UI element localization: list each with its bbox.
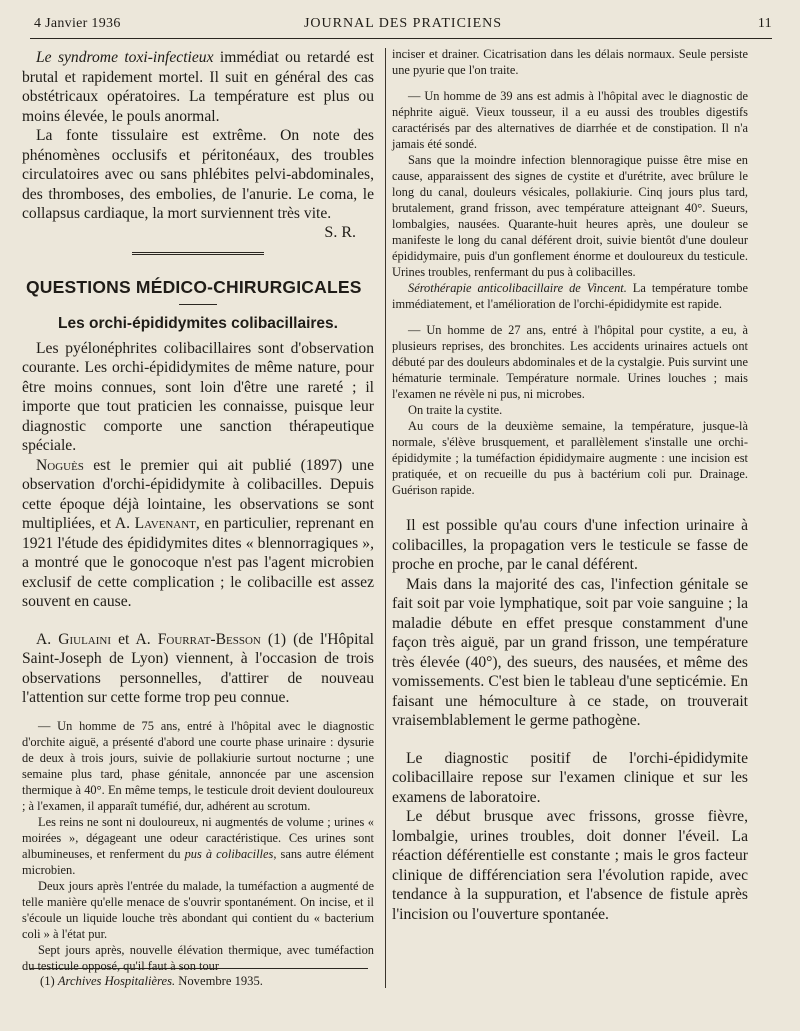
header-rule [30,38,772,39]
case-paragraph: — Un homme de 27 ans, entré à l'hôpital pour cystite, a eu, à plusieurs reprises, des bronchites. Les accidents urinaires actuels ont débuté par des douleurs abdominales et de la cystalgie. Puis survint une hématurie terminale. Température normale. Urines louches ; mais l'examen ne révèle ni pus, ni microbes. [392,323,748,401]
footnote-rule [30,968,368,969]
article-title: Les orchi-épididymites colibacillaires. [58,314,338,332]
case-paragraph: — Un homme de 39 ans est admis à l'hôpital avec le diagnostic de néphrite aiguë. Vieux tousseur, il a eu aussi des troubles digestifs caractérisés par des alternatives de diarrhée et de constipation. Il n'a jamais été sondé. [392,89,748,151]
left-column [22,48,374,974]
section-title-rule [179,304,217,305]
signature-row [22,224,374,242]
body-paragraph: Noguès est le premier qui ait publié (1897) une observation d'orchi-épididymite à colibacilles. Depuis cette époque déjà lointaine, les observations se sont multipliées, et A. Lavenant, en particulier, reprenant en 1921 l'étude des épididymites dites « blennorragiques », a montré que le gonocoque n'est pas l'agent microbien exclusif de cette complication ; le colibacille est assez souvent en cause. [22,456,374,610]
body-paragraph: Mais dans la majorité des cas, l'infection génitale se fait soit par voie lymphatique, soit par voie sanguine ; la maladie débute en effet presque constamment d'une façon très aiguë, par un grand frisson, une température très élevée (40°), des sueurs, des nausées, et même des vomissements. C'est bien le tableau d'une septicémie. En faisant une hémoculture à ce stade, on trouverait vraisemblablement le germe pathogène. [392,575,748,729]
case-paragraph: Deux jours après l'entrée du malade, la tuméfaction a augmenté de telle manière qu'elle menace de s'ouvrir spontanément. On incise, et il s'écoule un liquide louche très abondant qui contient du « bacterium coli » à l'état pur. [22,878,374,941]
case-paragraph: Les reins ne sont ni douloureux, ni augmentés de volume ; urines « moirées », dégageant une odeur caractéristique. Ces urines sont albumineuses, et renferment du pus à colibacilles, sans autre élément microbien. [22,814,374,877]
journal-title: JOURNAL DES PRATICIENS [303,16,503,31]
right-column [392,46,748,924]
body-paragraph: Le début brusque avec frissons, grosse fièvre, lombalgie, urines troubles, doit donner l'éveil. La réaction déférentielle est constante ; mais le gros facteur clinique de différenciation sera l'évolution rapide, avec tendance à la suppuration, et l'absence de fistule après l'incision ou l'ouverture spontanée. [392,808,748,923]
body-paragraph: Les pyélonéphrites colibacillaires sont d'observation courante. Les orchi-épididymites de même nature, pour être moins connues, sont loin d'être une rareté ; il importe que tout praticien les connaisse, puisque leur diagnostic comporte une sanction thérapeutique spéciale. [22,339,374,454]
signature: S. R. [324,223,356,241]
case-paragraph: — Un homme de 75 ans, entré à l'hôpital avec le diagnostic d'orchite aiguë, a présenté d'abord une courte phase urinaire : dysurie de deux à trois jours, suivie de pollakiurie surtout nocturne ; une semaine plus tard, phase génitale, annoncée par une ascension thermique à 40°. En même temps, le testicule droit devient douloureux ; à l'examen, il apparaît tuméfié, dur, adhérent au scrotum. [22,718,374,813]
page-header [34,16,772,38]
section-separator [132,252,264,257]
issue-date: 4 Janvier 1936 [34,16,121,31]
case-paragraph: Sept jours après, nouvelle élévation thermique, avec tuméfaction du testicule opposé, qu'il faut à son tour [22,942,374,973]
case-paragraph: Au cours de la deuxième semaine, la température, jusque-là normale, s'élève brusquement, et parallèlement s'installe une orchi-épididymite ; la tuméfaction épididymaire augmente : une incision est pratiquée, et on recueille du pus à bactérium coli pur. Drainage. Guérison rapide. [392,419,748,497]
column-divider [385,48,386,988]
case-paragraph: Sérothérapie anticolibacillaire de Vincent. La température tombe immédiatement, et l'amélioration de l'orchi-épididymite est rapide. [392,281,748,311]
section-title: QUESTIONS MÉDICO-CHIRURGICALES [26,276,362,297]
body-paragraph: Il est possible qu'au cours d'une infection urinaire à colibacilles, la propagation vers le testicule se fasse de proche en proche, par le canal déférent. [392,517,748,573]
case-paragraph: On traite la cystite. [408,403,503,417]
intro-paragraph: La fonte tissulaire est extrême. On note des phénomènes occlusifs et péritonéaux, des troubles circulatoires avec ou sans phlébites pelvi-abdominales, des thromboses, des embolies, de l'anurie. Le coma, le collapsus cardiaque, la mort surviennent très vite. [22,127,374,222]
case-paragraph: Sans que la moindre infection blennoragique puisse être mise en cause, apparaissent des signes de cystite et d'urétrite, avec brûlure le long du canal, douleurs vésicales, pollakiurie. Cinq jours plus tard, brutalement, grand frisson, avec température atteignant 40°. Sueurs, lombalgies, nausées. Quarante-huit heures après, une douleur se manifeste le long du canal déférent droit, suivie bientôt d'une douleur épididymaire, puis d'un gonflement énorme et douloureux du testicule. Urines troubles, renfermant du pus à colibacilles. [392,153,748,279]
body-paragraph: Le diagnostic positif de l'orchi-épididymite colibacillaire repose sur l'examen clinique et sur les examens de laboratoire. [392,749,748,806]
body-paragraph: A. Giulaini et A. Fourrat-Besson (1) (de l'Hôpital Saint-Joseph de Lyon) viennent, à l'occasion de trois observations personnelles, d'attirer de nouveau l'attention sur cette forme trop peu connue. [22,630,375,706]
intro-paragraph: Le syndrome toxi-infectieux immédiat ou retardé est brutal et rapidement mortel. Il suit en général des cas obstétricaux opératoires. La température est plus ou moins élevée, le pouls anormal. [22,49,374,125]
page-number: 11 [757,16,772,31]
case-paragraph: inciser et drainer. Cicatrisation dans les délais normaux. Seule persiste une pyurie que l'on traite. [392,47,748,77]
footnote: (1) Archives Hospitalières. Novembre 1935. [40,974,263,988]
